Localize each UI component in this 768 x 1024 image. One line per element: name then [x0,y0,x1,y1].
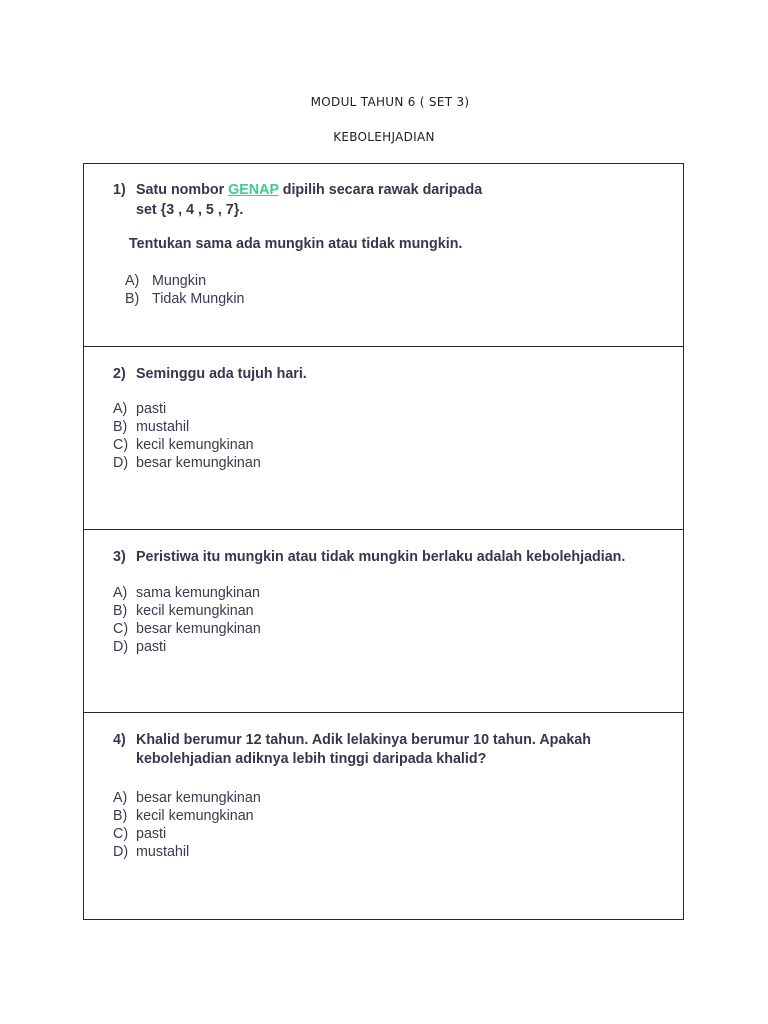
question-box-4 [83,712,684,920]
option-label: C) [113,621,129,637]
option-label: A) [113,401,128,417]
question-text: Khalid berumur 12 tahun. Adik lelakinya berumur 10 tahun. Apakah [136,732,591,748]
option-text: kecil kemungkinan [136,808,254,824]
question-box-3 [83,529,684,713]
option-label: A) [113,790,128,806]
question-number: 3) [113,549,126,565]
question-text: set {3 , 4 , 5 , 7}. [136,202,244,218]
question-text [136,182,482,198]
option-label: B) [125,291,140,307]
option-label: A) [113,585,128,601]
question-number: 2) [113,366,126,382]
option-label: B) [113,419,128,435]
question-box-2 [83,346,684,530]
option-text: mustahil [136,419,190,435]
question-text-part: Satu nombor [136,182,229,198]
option-text: pasti [136,639,167,655]
question-number: 4) [113,732,126,748]
option-text: besar kemungkinan [136,621,261,637]
option-text: sama kemungkinan [136,585,260,601]
option-text: Mungkin [152,273,207,289]
option-label: D) [113,455,129,471]
question-text-part: dipilih secara rawak daripada [278,182,483,198]
question-box-1 [83,163,684,347]
option-text: besar kemungkinan [136,790,261,806]
option-text: mustahil [136,844,190,860]
option-label: D) [113,844,129,860]
option-text: kecil kemungkinan [136,603,254,619]
option-label: B) [113,603,128,619]
option-text: besar kemungkinan [136,455,261,471]
option-label: C) [113,826,129,842]
option-text: Tidak Mungkin [152,291,245,307]
option-label: D) [113,639,129,655]
question-number: 1) [113,182,126,198]
option-label: B) [113,808,128,824]
module-title: MODUL TAHUN 6 ( SET 3) [310,95,470,109]
question-text: Peristiwa itu mungkin atau tidak mungkin berlaku adalah kebolehjadian. [136,549,626,565]
question-text: kebolehjadian adiknya lebih tinggi daripada khalid? [136,751,487,767]
option-label: C) [113,437,129,453]
highlighted-word: GENAP [228,182,279,198]
question-1-instruction: Tentukan sama ada mungkin atau tidak mungkin. [129,236,463,252]
option-text: pasti [136,826,167,842]
topic-title: KEBOLEHJADIAN [333,130,435,144]
question-text: Seminggu ada tujuh hari. [136,366,307,382]
option-text: kecil kemungkinan [136,437,254,453]
option-label: A) [125,273,140,289]
option-text: pasti [136,401,167,417]
